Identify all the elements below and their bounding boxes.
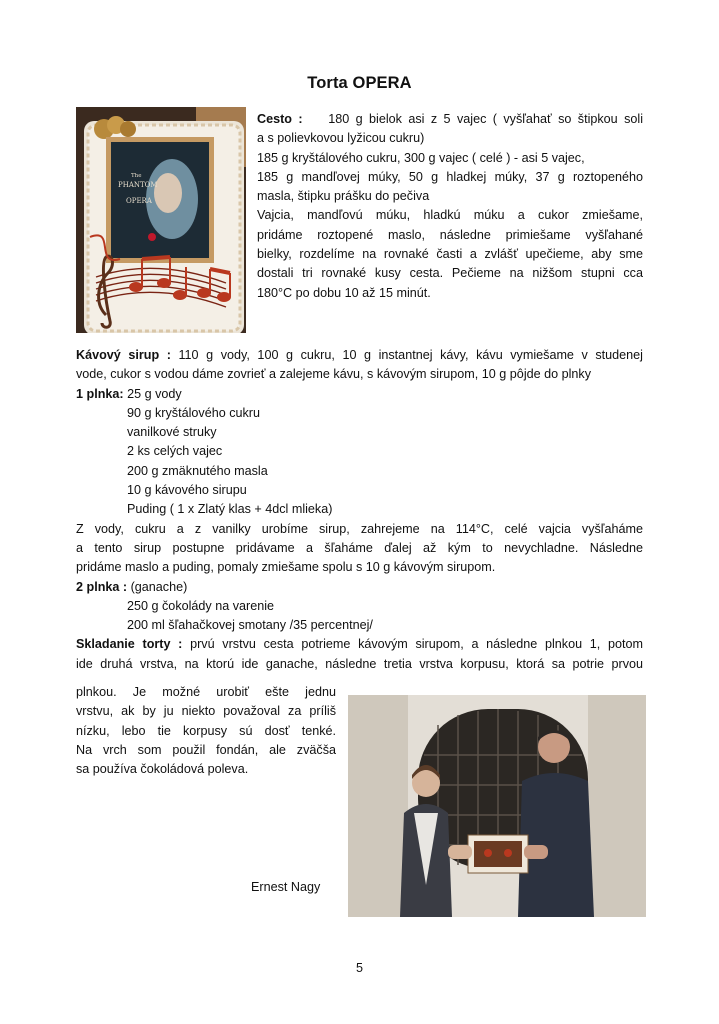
poster-text-opera: OPERA [126, 197, 152, 205]
plnka1-item: Puding ( 1 x Zlatý klas + 4dcl mlieka) [127, 502, 333, 517]
cesto-line-10: 180°C po dobu 10 až 15 minút. [257, 285, 431, 300]
skladanie-tail-line: nízku, lebo tie korpusy sú dosť tenké. [76, 723, 336, 738]
plnka1-method-line: pridáme maslo a puding, pomaly zmiešame spolu s 10 g kávovým sirupom. [76, 560, 496, 575]
plnka2-item: 250 g čokolády na varenie [127, 598, 275, 613]
plnka2-item: 200 ml šľahačkovej smotany /35 percentnej/ [127, 618, 373, 633]
cesto-section [257, 110, 643, 303]
plnka2-label: 2 plnka : [76, 579, 128, 594]
plnka1-item: vanilkové struky [127, 425, 217, 440]
cesto-line-5: masla, štipku prášku do pečiva [257, 189, 430, 204]
plnka1-item: 90 g kryštálového cukru [127, 405, 261, 420]
cesto-line-3: 185 g kryštálového cukru, 300 g vajec ( celé ) - asi 5 vajec, [257, 150, 585, 165]
plnka1-item: 10 g kávového sirupu [127, 483, 247, 498]
plnka1-method-line: a tento sirup postupne pridávame a šľaháme ďalej až kým to nevychladne. Následne [76, 540, 643, 555]
plnka2-heading: 2 plnka : (ganache) [76, 579, 188, 594]
people-illustration [348, 695, 646, 917]
skladanie-line-1: Skladanie torty : prvú vrstvu cesta potrieme kávovým sirupom, a následne plnkou 1, potom [76, 637, 644, 652]
recipe-title: Torta OPERA [307, 74, 412, 92]
cesto-label: Cesto : [257, 112, 303, 126]
skladanie-tail [76, 683, 336, 779]
plnka1-label: 1 plnka: [76, 386, 124, 401]
cesto-line-4: 185 g mandľovej múky, 50 g hladkej múky, 37 g roztopeného [257, 169, 643, 184]
cake-illustration [76, 107, 246, 333]
cesto-line-6: Vajcia, mandľovú múku, hladkú múku a cukor zmiešame, [257, 208, 643, 223]
cesto-line-8: bielky, rozdelíme na rovnaké časti a zvlášť upečieme, aby sme [257, 247, 643, 262]
plnka1-item: 200 g zmäknutého masla [127, 463, 268, 478]
skladanie-tail-line: sa používa čokoládová poleva. [76, 762, 249, 777]
author-name: Ernest Nagy [251, 880, 321, 894]
poster-text-the: The [131, 173, 142, 179]
sirup-line-1: Kávový sirup : 110 g vody, 100 g cukru, 10 g instantnej kávy, kávu vymiešame v studenej [76, 348, 643, 362]
page-number: 5 [355, 961, 363, 975]
cesto-line-9: dostali tri rovnaké kusy cesta. Pečieme na nižšom stupni cca [257, 266, 643, 281]
skladanie-label: Skladanie torty : [76, 637, 183, 652]
poster-text-phantom: PHANTOM [118, 181, 158, 189]
skladanie-tail-line: Na vrch som použil fondán, ale zväčša [76, 742, 336, 757]
cesto-line-1: Cesto : 180 g bielok asi z 5 vajec ( vyšľahať so štipkou soli [257, 112, 643, 126]
skladanie-line-2: ide druhá vrstva, na ktorú ide ganache, následne tretia vrstva korpusu, ktorá sa potrie prvou [76, 656, 643, 671]
cesto-line-7: pridáme roztopené maslo, následne primiešame vyšľahané [257, 227, 643, 242]
plnka1-heading: 1 plnka: 25 g vody [76, 386, 182, 401]
cesto-line-2: a s polievkovou lyžicou cukru) [257, 131, 425, 146]
sirup-line-2: vode, cukor s vodou dáme zovrieť a zalejeme kávu, s kávovým sirupom, 10 g pôjde do plnky [76, 367, 592, 382]
plnka1-method-line: Z vody, cukru a z vanilky urobíme sirup, zahrejeme na 114°C, celé vajcia vyšľaháme [76, 521, 643, 536]
plnka1-item: 2 ks celých vajec [127, 444, 223, 459]
cake-photo [76, 107, 246, 333]
skladanie-tail-line: vrstvu, ak by ju niekto považoval za príliš [76, 704, 336, 719]
skladanie-tail-line: plnkou. Je možné urobiť ešte jednu [76, 685, 336, 699]
recipe-body [76, 346, 643, 674]
people-photo [348, 695, 646, 917]
sirup-label: Kávový sirup : [76, 348, 171, 362]
